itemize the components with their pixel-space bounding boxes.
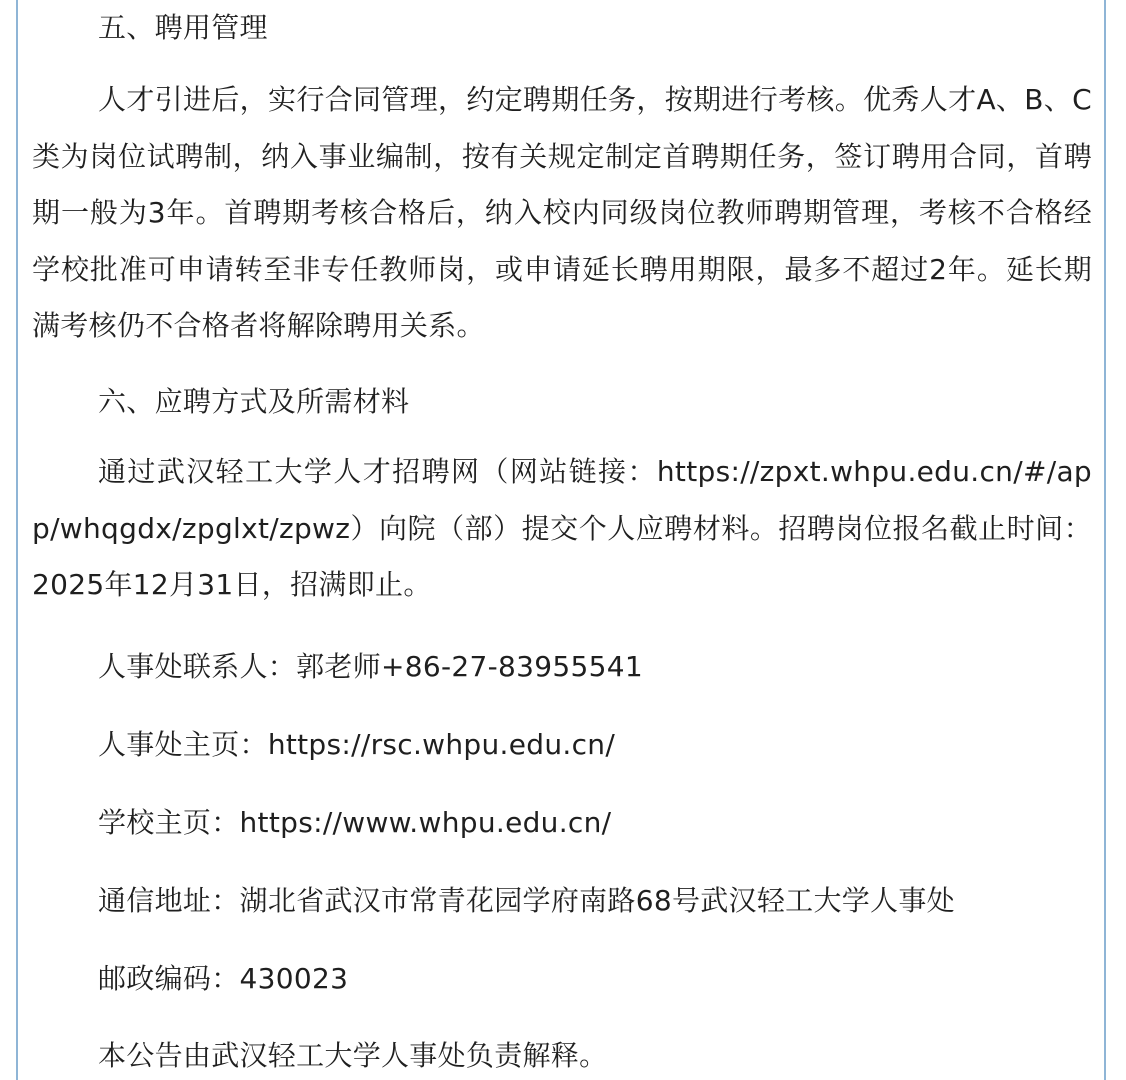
postcode-label: 邮政编码： — [98, 962, 240, 995]
contact-person-label: 人事处联系人： — [98, 650, 297, 683]
school-homepage-link[interactable]: https://www.whpu.edu.cn/ — [239, 806, 612, 839]
contact-person-value: 郭老师+86-27-83955541 — [296, 650, 643, 683]
hr-homepage-line — [98, 723, 615, 763]
address-label: 通信地址： — [98, 884, 240, 917]
address-line — [98, 879, 955, 919]
section-6-body: 通过武汉轻工大学人才招聘网（网站链接：https://zpxt.whpu.edu.cn/#/app/whqgdx/zpglxt/zpwz）向院（部）提交个人应聘材料。招聘岗位报名截止时间：2025年12月31日，招满即止。 — [32, 455, 1092, 601]
postcode-value: 430023 — [239, 962, 349, 995]
contact-person-line — [98, 645, 643, 685]
section-5-body: 人才引进后，实行合同管理，约定聘期任务，按期进行考核。优秀人才A、B、C类为岗位试聘制，纳入事业编制，按有关规定制定首聘期任务，签订聘用合同，首聘期一般为3年。首聘期考核合格后，纳入校内同级岗位教师聘期管理，考核不合格经学校批准可申请转至非专任教师岗，或申请延长聘用期限，最多不超过2年。延长期满考核仍不合格者将解除聘用关系。 — [32, 83, 1092, 342]
hr-homepage-label: 人事处主页： — [98, 728, 268, 761]
footer-note: 本公告由武汉轻工大学人事处负责解释。 — [98, 1039, 608, 1072]
address-value: 湖北省武汉市常青花园学府南路68号武汉轻工大学人事处 — [239, 884, 955, 917]
school-homepage-line — [98, 801, 611, 841]
section-5-heading: 五、聘用管理 — [98, 11, 268, 44]
school-homepage-label: 学校主页： — [98, 806, 240, 839]
section-6-heading: 六、应聘方式及所需材料 — [98, 385, 410, 418]
postcode-line — [98, 957, 348, 997]
hr-homepage-link[interactable]: https://rsc.whpu.edu.cn/ — [267, 728, 616, 761]
